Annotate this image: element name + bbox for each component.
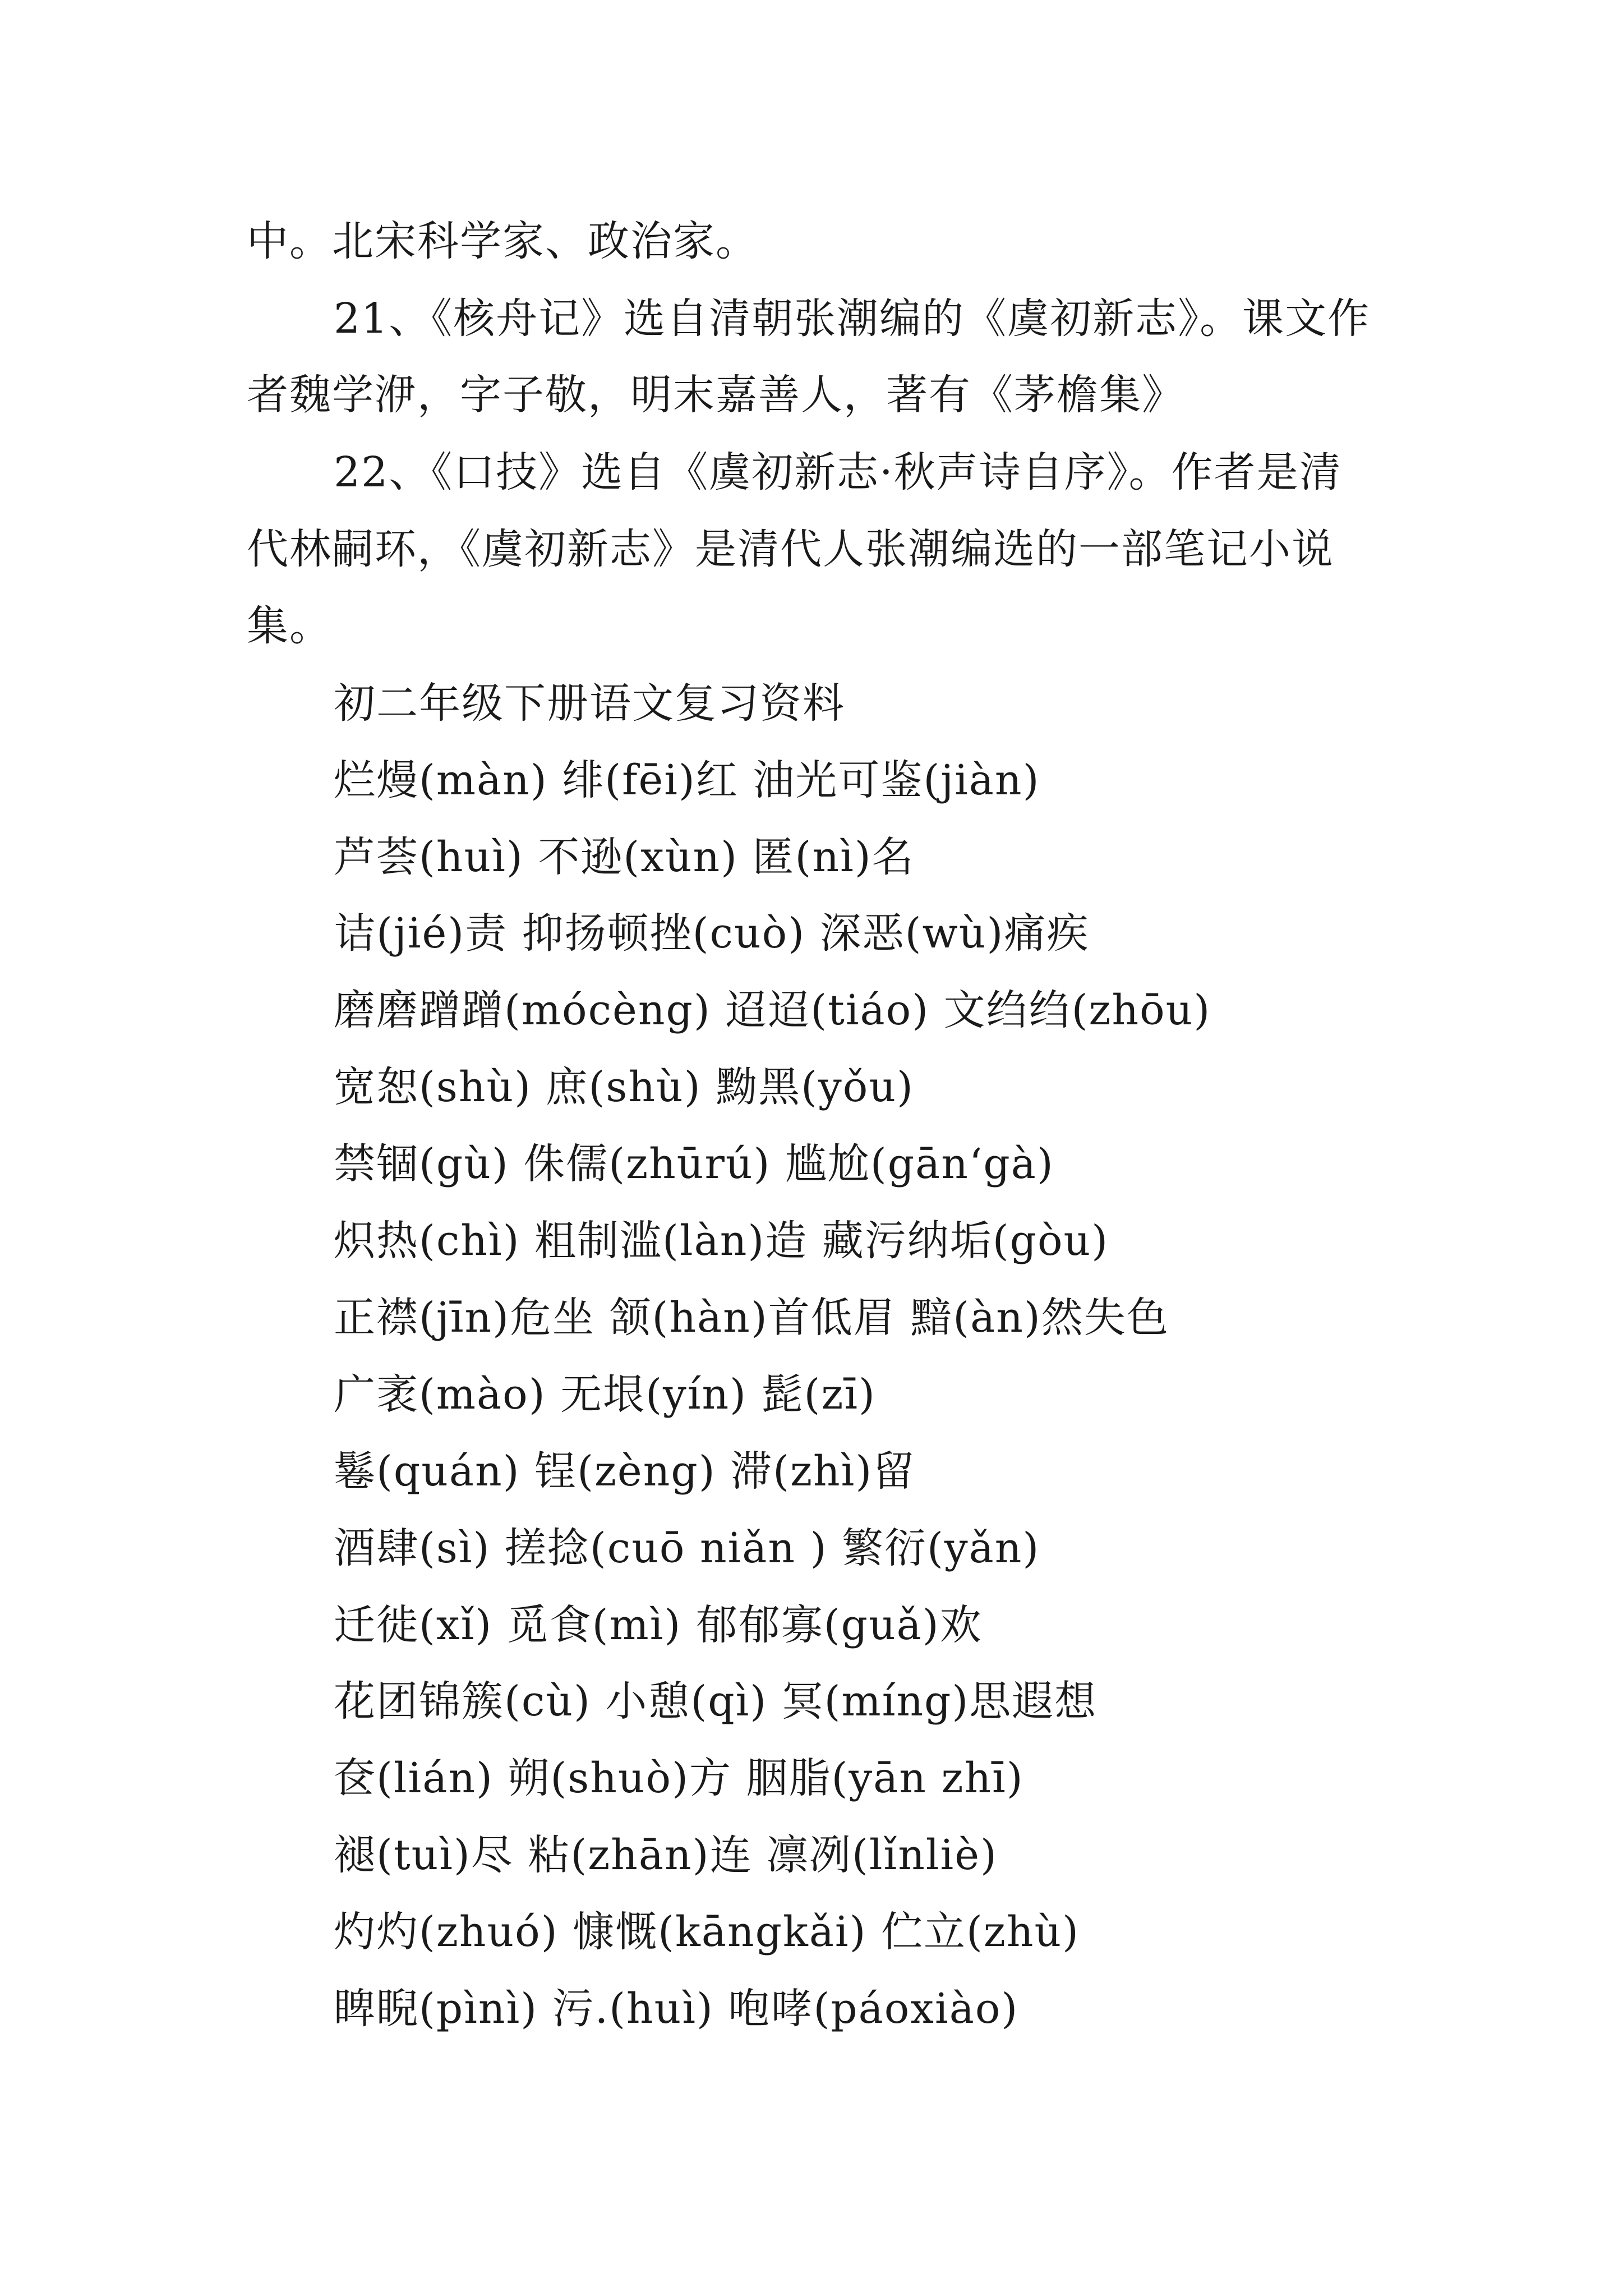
vocab-line: 鬈(quán) 锃(zèng) 滞(zhì)留: [334, 1447, 916, 1496]
vocab-line: 褪(tuì)尽 粘(zhān)连 凛冽(lǐnliè): [334, 1831, 998, 1879]
vocab-line: 灼灼(zhuó) 慷慨(kāngkǎi) 伫立(zhù): [334, 1908, 1080, 1956]
paragraph-line: 代林嗣环，《虞初新志》是清代人张潮编选的一部笔记小说: [247, 525, 1334, 573]
vocab-line: 宽恕(shù) 庶(shù) 黝黑(yǒu): [334, 1063, 914, 1111]
vocab-line: 炽热(chì) 粗制滥(làn)造 藏污纳垢(gòu): [334, 1217, 1109, 1265]
vocab-line: 芦荟(huì) 不逊(xùn) 匿(nì)名: [334, 833, 915, 881]
paragraph-line: 者魏学洢，字子敬，明末嘉善人，著有《茅檐集》: [247, 371, 1184, 419]
vocab-line: 睥睨(pìnì) 污.(huì) 咆哮(páoxiào): [334, 1985, 1019, 2033]
paragraph-line: 中。北宋科学家、政治家。: [247, 217, 758, 265]
vocab-line: 磨磨蹭蹭(mócèng) 迢迢(tiáo) 文绉绉(zhōu): [334, 986, 1211, 1034]
paragraph-line: 22、《口技》选自《虞初新志·秋声诗自序》。作者是清: [334, 448, 1342, 496]
vocab-line: 酒肆(sì) 搓捻(cuō niǎn ) 繁衍(yǎn): [334, 1524, 1040, 1572]
vocab-line: 禁锢(gù) 侏儒(zhūrú) 尴尬(gān‘gà): [334, 1140, 1054, 1188]
section-title: 初二年级下册语文复习资料: [334, 679, 845, 728]
vocab-line: 广袤(mào) 无垠(yín) 髭(zī): [334, 1370, 876, 1419]
vocab-line: 奁(lián) 朔(shuò)方 胭脂(yān zhī): [334, 1754, 1024, 1802]
paragraph-line: 集。: [247, 602, 332, 650]
paragraph-line: 21、《核舟记》选自清朝张潮编的《虞初新志》。课文作: [334, 295, 1371, 343]
vocab-line: 正襟(jīn)危坐 颔(hàn)首低眉 黯(àn)然失色: [334, 1294, 1169, 1342]
vocab-line: 花团锦簇(cù) 小憩(qì) 冥(míng)思遐想: [334, 1677, 1098, 1726]
vocab-line: 诘(jié)责 抑扬顿挫(cuò) 深恶(wù)痛疾: [334, 909, 1090, 958]
vocab-line: 迁徙(xǐ) 觅食(mì) 郁郁寡(guǎ)欢: [334, 1601, 983, 1649]
vocab-line: 烂熳(màn) 绯(fēi)红 油光可鉴(jiàn): [334, 756, 1040, 804]
